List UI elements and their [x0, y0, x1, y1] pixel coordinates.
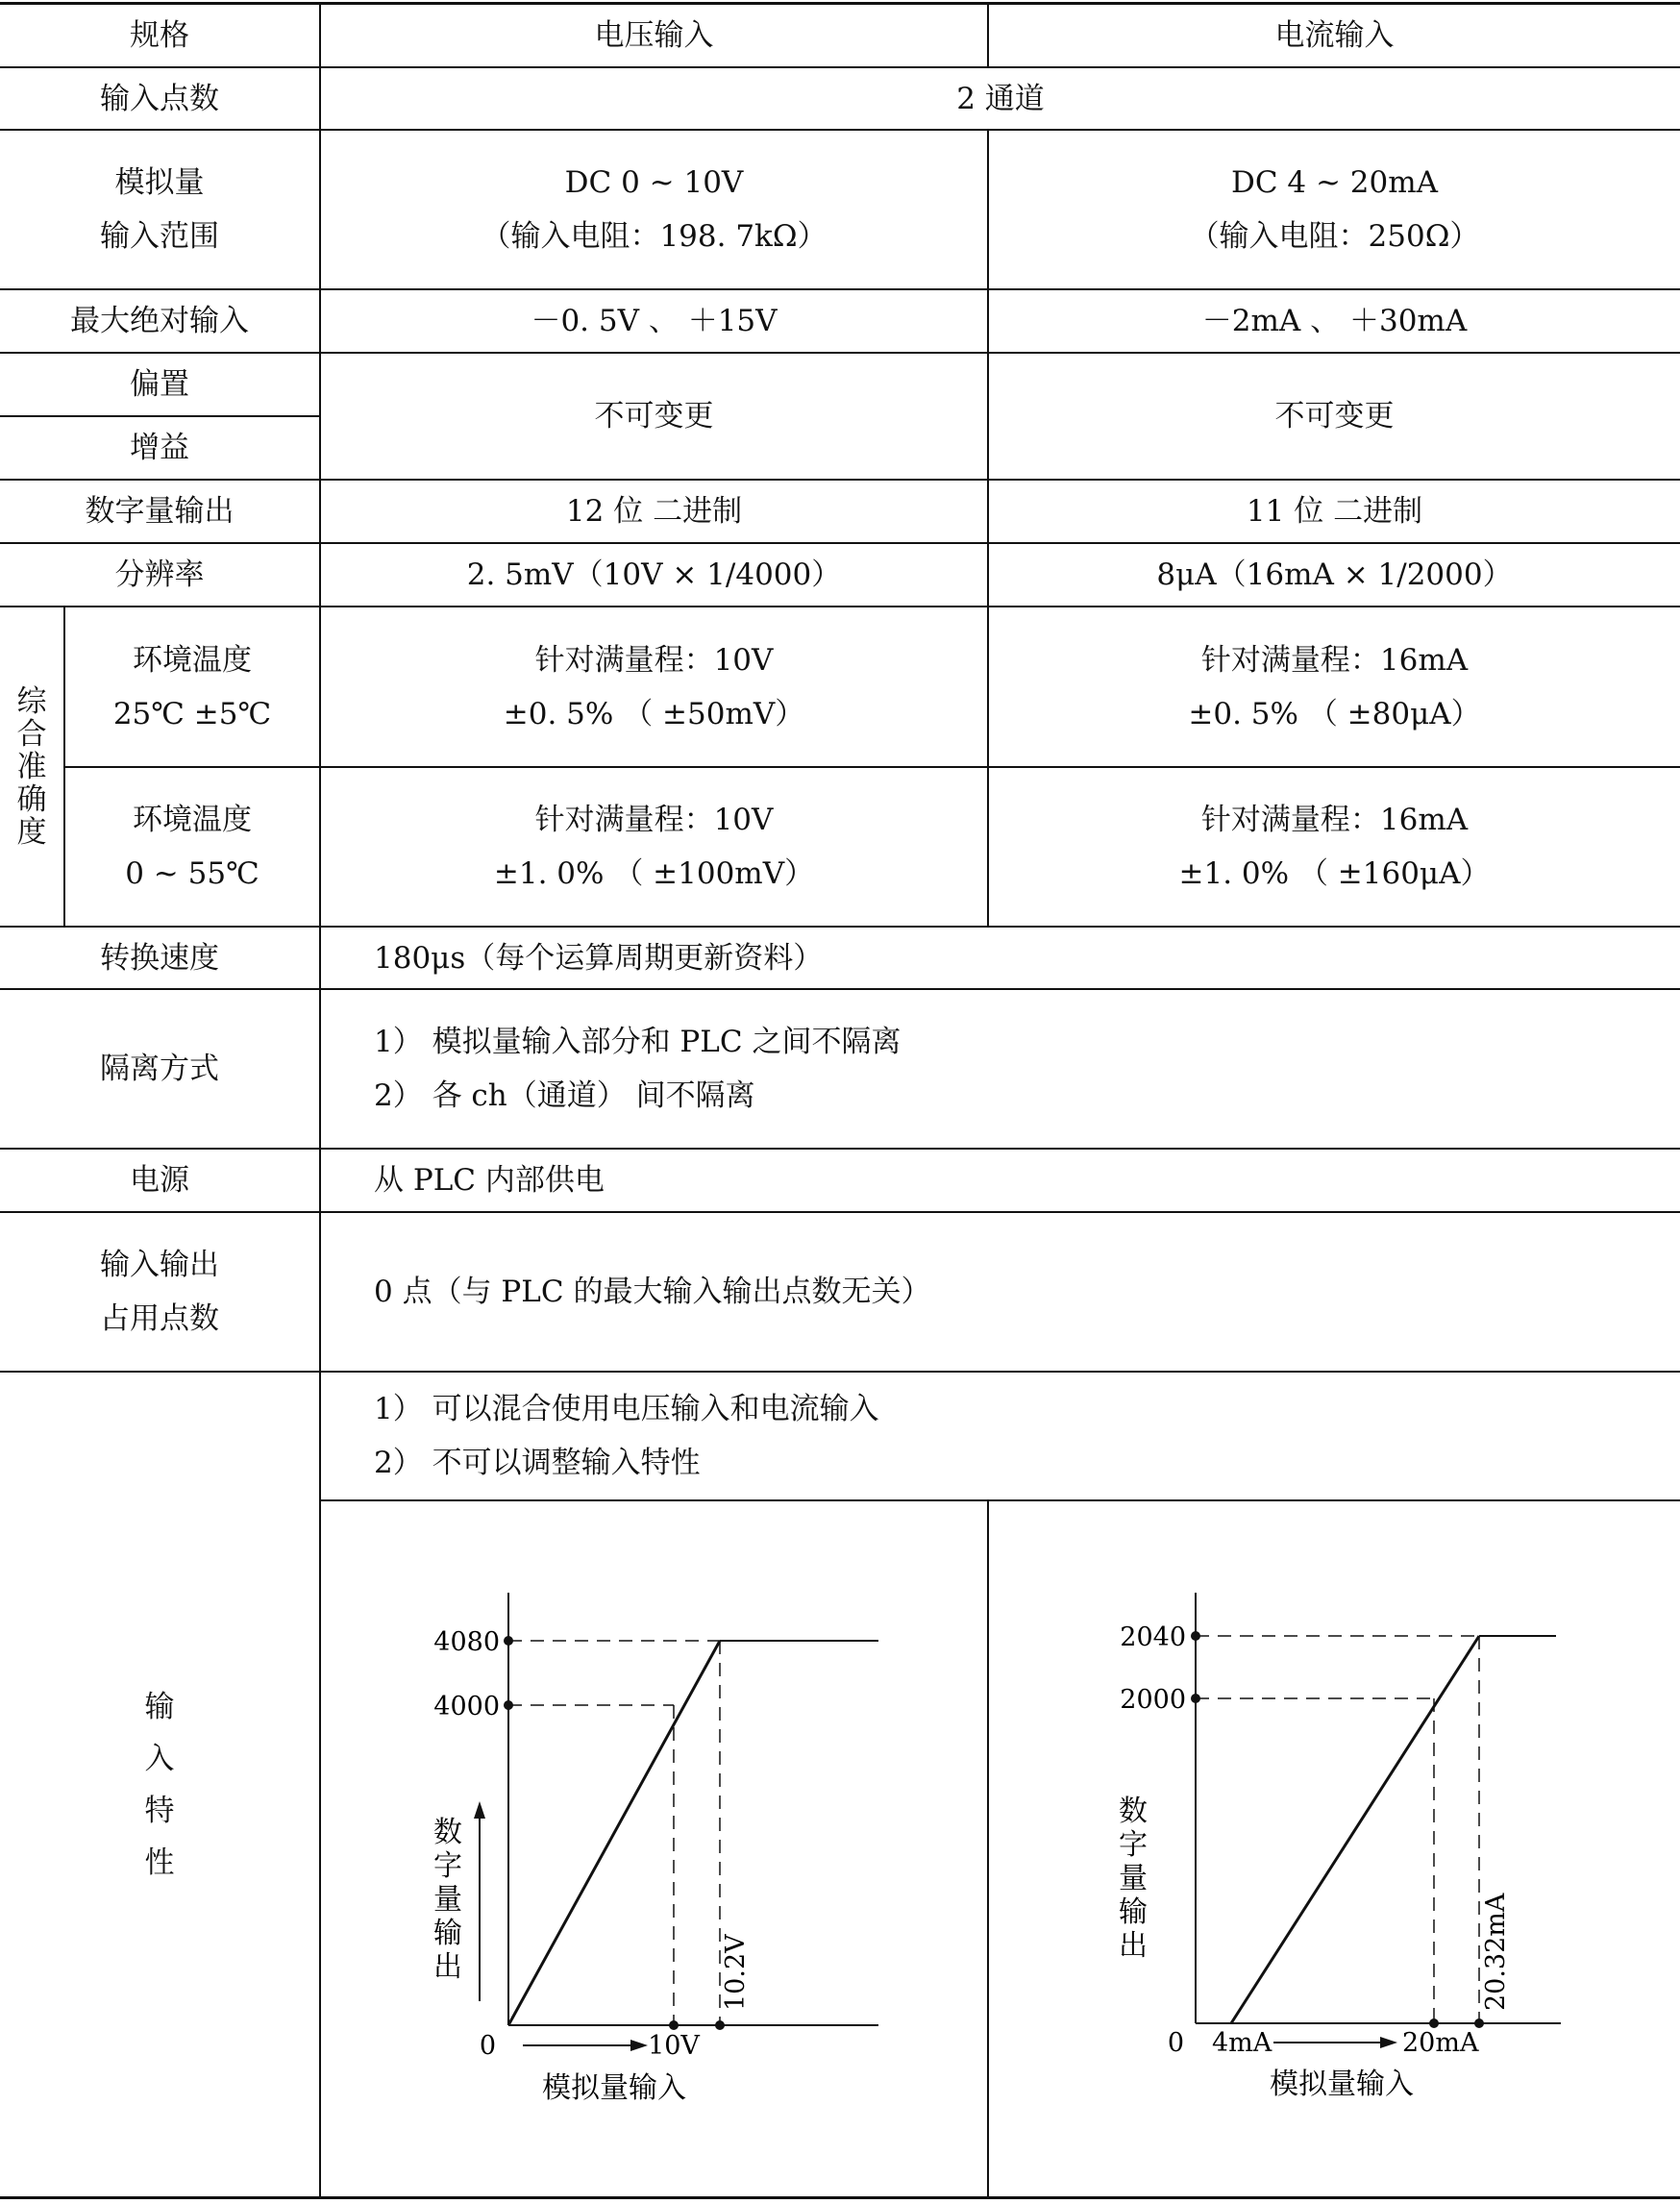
accuracy-row2-current: 针对满量程：16mA ±1. 0% （ ±160μA） — [1178, 803, 1491, 891]
input-range-label: 模拟量 输入范围 — [100, 165, 219, 254]
voltage-y-label-char: 量 — [433, 1883, 462, 1917]
current-y-label-char: 输 — [1119, 1895, 1148, 1929]
current-input-chart — [989, 1501, 1680, 2196]
io-points-label: 输入输出 占用点数 — [100, 1248, 219, 1336]
voltage-input-chart — [321, 1501, 987, 2196]
current-x-tick-20ma: 20mA — [1402, 2028, 1479, 2058]
current-y-tick-2040: 2040 — [1120, 1622, 1186, 1652]
current-dot-20ma — [1429, 2018, 1439, 2028]
voltage-y-tick-4000: 4000 — [433, 1692, 500, 1721]
current-y-label-char: 字 — [1119, 1828, 1148, 1862]
current-y-label-char: 出 — [1119, 1929, 1148, 1963]
max-abs-input-voltage: －0. 5V 、 ＋15V — [531, 304, 778, 338]
accuracy-group-label: 综 合 准 确 度 — [16, 683, 47, 850]
accuracy-row2-voltage: 针对满量程：10V ±1. 0% （ ±100mV） — [493, 803, 815, 891]
current-x-arrow-head-icon — [1380, 2037, 1397, 2048]
voltage-y-label-char: 数 — [433, 1816, 462, 1849]
voltage-y-tick-4080: 4080 — [433, 1627, 500, 1657]
digital-output-label: 数字量输出 — [85, 494, 235, 529]
current-x-marker-label: 20.32mA — [1481, 1893, 1511, 2011]
voltage-y-label-char: 出 — [433, 1950, 462, 1984]
io-points-value: 0 点（与 PLC 的最大输入输出点数无关） — [374, 1275, 931, 1309]
current-x-tick-0: 0 — [1167, 2028, 1184, 2058]
digital-output-voltage: 12 位 二进制 — [565, 494, 743, 529]
voltage-dot-4080 — [504, 1636, 513, 1646]
accuracy-row1-label: 环境温度 25℃ ±5℃ — [112, 642, 272, 731]
input-range-voltage: DC 0 ~ 10V （输入电阻：198. 7kΩ） — [481, 165, 828, 254]
resolution-label: 分辨率 — [114, 557, 205, 592]
header-spec: 规格 — [130, 18, 189, 53]
power-value: 从 PLC 内部供电 — [374, 1163, 605, 1198]
voltage-y-label-char: 字 — [433, 1849, 462, 1883]
current-y-label-char: 数 — [1119, 1795, 1148, 1828]
max-abs-input-current: －2mA 、 ＋30mA — [1201, 304, 1468, 338]
input-characteristics-label: 输 入 特 性 — [144, 1689, 175, 1880]
offset-label: 偏置 — [130, 367, 189, 402]
resolution-current: 8μA（16mA × 1/2000） — [1156, 557, 1513, 592]
input-range-current: DC 4 ~ 20mA （输入电阻：250Ω） — [1189, 165, 1480, 254]
table-bottom-border — [0, 2196, 1680, 2199]
voltage-x-label: 模拟量输入 — [542, 2071, 686, 2105]
power-label: 电源 — [130, 1163, 189, 1198]
current-y-label-char: 量 — [1119, 1862, 1148, 1895]
conversion-speed-value: 180μs（每个运算周期更新资料） — [374, 940, 824, 976]
header-current: 电流输入 — [1274, 18, 1395, 53]
voltage-y-label-char: 输 — [433, 1917, 462, 1950]
current-characteristic-line — [1231, 1636, 1479, 2023]
header-voltage: 电压输入 — [594, 18, 714, 53]
voltage-y-arrow-head-icon — [474, 1801, 485, 1819]
current-x-tick-4ma: 4mA — [1212, 2028, 1272, 2058]
current-y-tick-2000: 2000 — [1120, 1685, 1186, 1715]
resolution-voltage: 2. 5mV（10V × 1/4000） — [466, 557, 842, 592]
offset-gain-current: 不可变更 — [1274, 399, 1395, 433]
voltage-dot-4000 — [504, 1700, 513, 1710]
accuracy-row2-label: 环境温度 0 ~ 55℃ — [125, 803, 259, 891]
isolation-label: 隔离方式 — [100, 1052, 219, 1086]
current-x-label: 模拟量输入 — [1270, 2068, 1414, 2101]
accuracy-row1-current: 针对满量程：16mA ±0. 5% （ ±80μA） — [1188, 642, 1481, 731]
voltage-dot-102v — [715, 2020, 725, 2030]
gain-label: 增益 — [130, 431, 189, 465]
voltage-x-tick-10v: 10V — [648, 2031, 700, 2061]
voltage-dot-10v — [669, 2020, 679, 2030]
conversion-speed-label: 转换速度 — [100, 940, 219, 976]
input-points-value: 2 通道 — [956, 81, 1045, 116]
voltage-x-marker-label: 10.2V — [721, 1934, 751, 2011]
voltage-x-tick-0: 0 — [479, 2031, 496, 2061]
current-dot-2040 — [1191, 1631, 1200, 1641]
input-characteristics-notes: 1） 可以混合使用电压输入和电流输入 2） 不可以调整输入特性 — [374, 1392, 879, 1480]
current-dot-2032ma — [1474, 2018, 1484, 2028]
max-abs-input-label: 最大绝对输入 — [70, 304, 249, 338]
input-points-label: 输入点数 — [100, 81, 219, 116]
digital-output-current: 11 位 二进制 — [1246, 494, 1423, 529]
voltage-x-arrow-head-icon — [630, 2040, 648, 2051]
voltage-characteristic-line — [508, 1641, 720, 2025]
isolation-value: 1） 模拟量输入部分和 PLC 之间不隔离 2） 各 ch（通道） 间不隔离 — [374, 1025, 902, 1113]
offset-gain-voltage: 不可变更 — [594, 399, 714, 433]
accuracy-row1-voltage: 针对满量程：10V ±0. 5% （ ±50mV） — [503, 642, 805, 731]
current-dot-2000 — [1191, 1694, 1200, 1703]
